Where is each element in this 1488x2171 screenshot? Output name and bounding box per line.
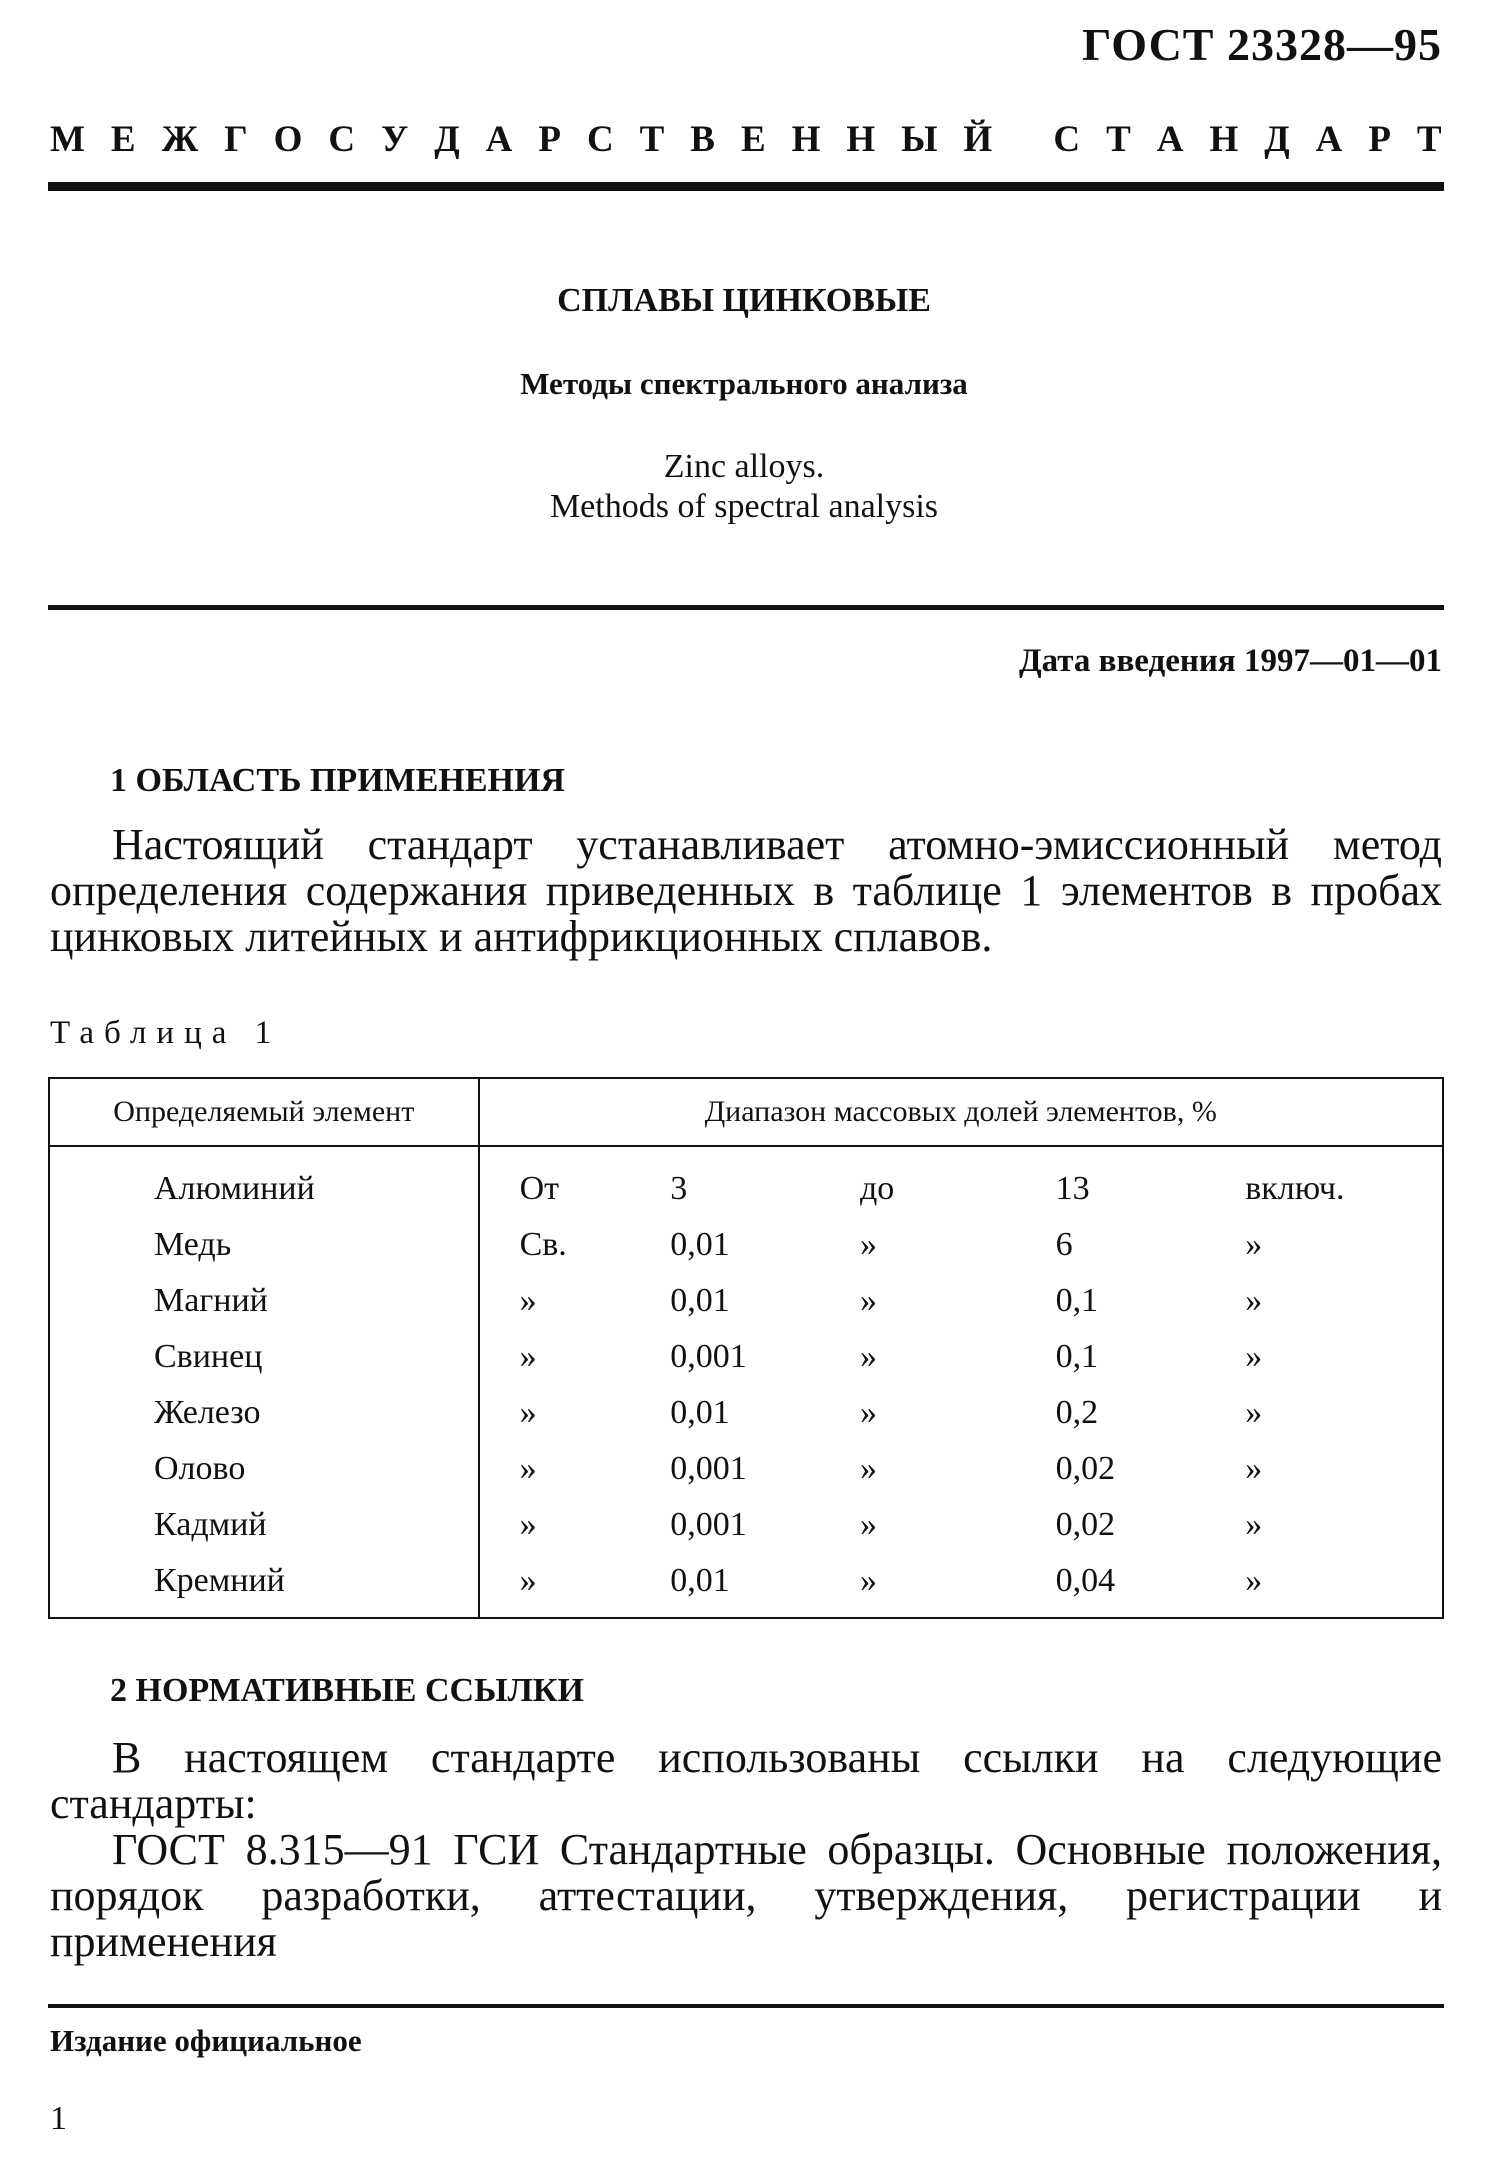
edition-label: Издание официальное [50, 2023, 362, 2058]
cell-suffix: » [1245, 1497, 1443, 1553]
page-number: 1 [50, 2100, 67, 2137]
cell-element: Алюминий [49, 1146, 479, 1217]
table-caption: Таблица 1 [50, 1015, 282, 1051]
table-row [49, 1385, 1443, 1441]
cell-from-value: 0,001 [670, 1338, 747, 1375]
cell-from-word: » [519, 1338, 537, 1375]
cell-element: Кадмий [49, 1497, 479, 1553]
standard-type-letter: Г [224, 119, 248, 160]
standard-type-letter: А [485, 119, 513, 160]
standard-type-letter: Р [1368, 119, 1391, 160]
section-2-text-2: ГОСТ 8.315—91 ГСИ Стандартные образцы. Основные положения, порядок разработки, аттестации, утверждения, регистрации и применения [50, 1825, 1442, 1966]
cell-suffix: » [1245, 1329, 1443, 1385]
english-title [0, 447, 1488, 527]
section-2-text-1: В настоящем стандарте использованы ссылки на следующие стандарты: [50, 1733, 1442, 1828]
cell-from-word: » [519, 1450, 537, 1487]
standard-type-letter: А [1156, 119, 1184, 160]
standard-type-letter: С [328, 119, 356, 160]
section-1-text: Настоящий стандарт устанавливает атомно-эмиссионный метод определения содержания приведенных в таблице 1 элементов в пробах цинковых литейных и антифрикционных сплавов. [50, 820, 1442, 961]
cell-from-value: 0,01 [670, 1226, 730, 1263]
cell-from-value: 0,01 [670, 1282, 730, 1319]
cell-to-value: 0,1 [1055, 1282, 1099, 1319]
standard-type-letter: Ж [161, 119, 199, 160]
cell-to-value: 6 [1055, 1226, 1073, 1263]
cell-to-value: 0,04 [1056, 1553, 1246, 1618]
cell-to-word: до [859, 1170, 895, 1207]
cell-to-word: » [859, 1338, 877, 1375]
cell-to-word: » [859, 1506, 877, 1543]
table-row [49, 1273, 1443, 1329]
table-row [49, 1497, 1443, 1553]
cell-to-value: 13 [1055, 1170, 1090, 1207]
cell-to-word: » [859, 1394, 877, 1431]
cell-element: Медь [49, 1217, 479, 1273]
header-range: Диапазон массовых долей элементов, % [479, 1078, 1443, 1146]
cell-to-word: » [860, 1553, 1056, 1618]
standard-type-letter [1018, 118, 1027, 161]
document-number: ГОСТ 23328—95 [1082, 19, 1442, 70]
cell-from-word: От [519, 1170, 559, 1207]
standard-type-letter: Н [791, 119, 821, 160]
cell-suffix: » [1245, 1385, 1443, 1441]
standard-type-letter: Н [1209, 119, 1239, 160]
cell-to-word: » [859, 1282, 877, 1319]
table-row [49, 1217, 1443, 1273]
standard-type-letter: О [273, 119, 303, 160]
standard-type-letter: У [381, 119, 409, 160]
standard-type-letter: Т [639, 119, 665, 160]
cell-suffix: » [1245, 1553, 1443, 1618]
section-2-heading: 2 НОРМАТИВНЫЕ ССЫЛКИ [110, 1672, 584, 1709]
cell-to-value: 0,02 [1055, 1506, 1116, 1543]
header-element: Определяемый элемент [49, 1078, 479, 1146]
cell-to-value: 0,02 [1055, 1450, 1116, 1487]
cell-from-word: » [519, 1282, 537, 1319]
cell-element: Железо [49, 1385, 479, 1441]
standard-type-letter: В [690, 119, 715, 160]
footer-rule [48, 2004, 1444, 2008]
cell-from-word: » [519, 1506, 537, 1543]
standard-type-letter: Т [1106, 119, 1131, 160]
table-header-row [49, 1078, 1443, 1146]
standard-type-letter: Й [963, 119, 993, 160]
cell-suffix: » [1245, 1273, 1443, 1329]
cell-from-word: » [479, 1553, 671, 1618]
cell-from-value: 3 [670, 1170, 688, 1207]
standard-type-letter: Ы [901, 119, 938, 160]
cell-element: Магний [49, 1273, 479, 1329]
cell-suffix: » [1245, 1441, 1443, 1497]
cell-to-value: 0,1 [1055, 1338, 1099, 1375]
introduction-date: Дата введения 1997—01—01 [1018, 643, 1442, 679]
standard-type-letter: Т [1416, 119, 1442, 160]
cell-from-value: 0,001 [670, 1450, 747, 1487]
section-1-heading: 1 ОБЛАСТЬ ПРИМЕНЕНИЯ [110, 762, 565, 799]
english-title-line-2: Methods of spectral analysis [549, 488, 939, 525]
title-rule [48, 605, 1444, 610]
cell-from-value: 0,001 [670, 1506, 747, 1543]
table-row [49, 1329, 1443, 1385]
element-range-table [48, 1077, 1444, 1619]
standard-type-heading [50, 118, 1442, 161]
english-title-line-1: Zinc alloys. [663, 448, 825, 485]
standard-type-letter: С [586, 119, 614, 160]
cell-from-word: Св. [519, 1226, 567, 1263]
cell-element: Кремний [49, 1553, 479, 1618]
standard-type-letter: С [1053, 119, 1081, 160]
cell-element: Свинец [49, 1329, 479, 1385]
document-title: СПЛАВЫ ЦИНКОВЫЕ [557, 282, 931, 319]
standard-type-letter: Д [434, 119, 460, 160]
cell-to-word: » [859, 1450, 877, 1487]
standard-type-letter: М [50, 119, 85, 160]
cell-suffix: » [1245, 1217, 1443, 1273]
cell-element: Олово [49, 1441, 479, 1497]
cell-from-value: 0,01 [670, 1553, 860, 1618]
cell-from-value: 0,01 [670, 1394, 730, 1431]
standard-type-letter: А [1315, 119, 1343, 160]
standard-type-letter: Е [110, 119, 136, 160]
standard-type-letter: Р [538, 119, 561, 160]
table-row [49, 1146, 1443, 1217]
cell-suffix: включ. [1245, 1146, 1443, 1217]
cell-to-value: 0,2 [1055, 1394, 1099, 1431]
standard-type-letter: Е [740, 119, 766, 160]
table-row [49, 1441, 1443, 1497]
cell-to-word: » [859, 1226, 877, 1263]
cell-from-word: » [519, 1394, 537, 1431]
standard-type-letter: Н [846, 119, 876, 160]
header-rule [48, 182, 1444, 191]
standard-type-letter: Д [1264, 119, 1290, 160]
table-row [49, 1553, 1443, 1618]
document-subtitle: Методы спектрального анализа [520, 366, 968, 401]
